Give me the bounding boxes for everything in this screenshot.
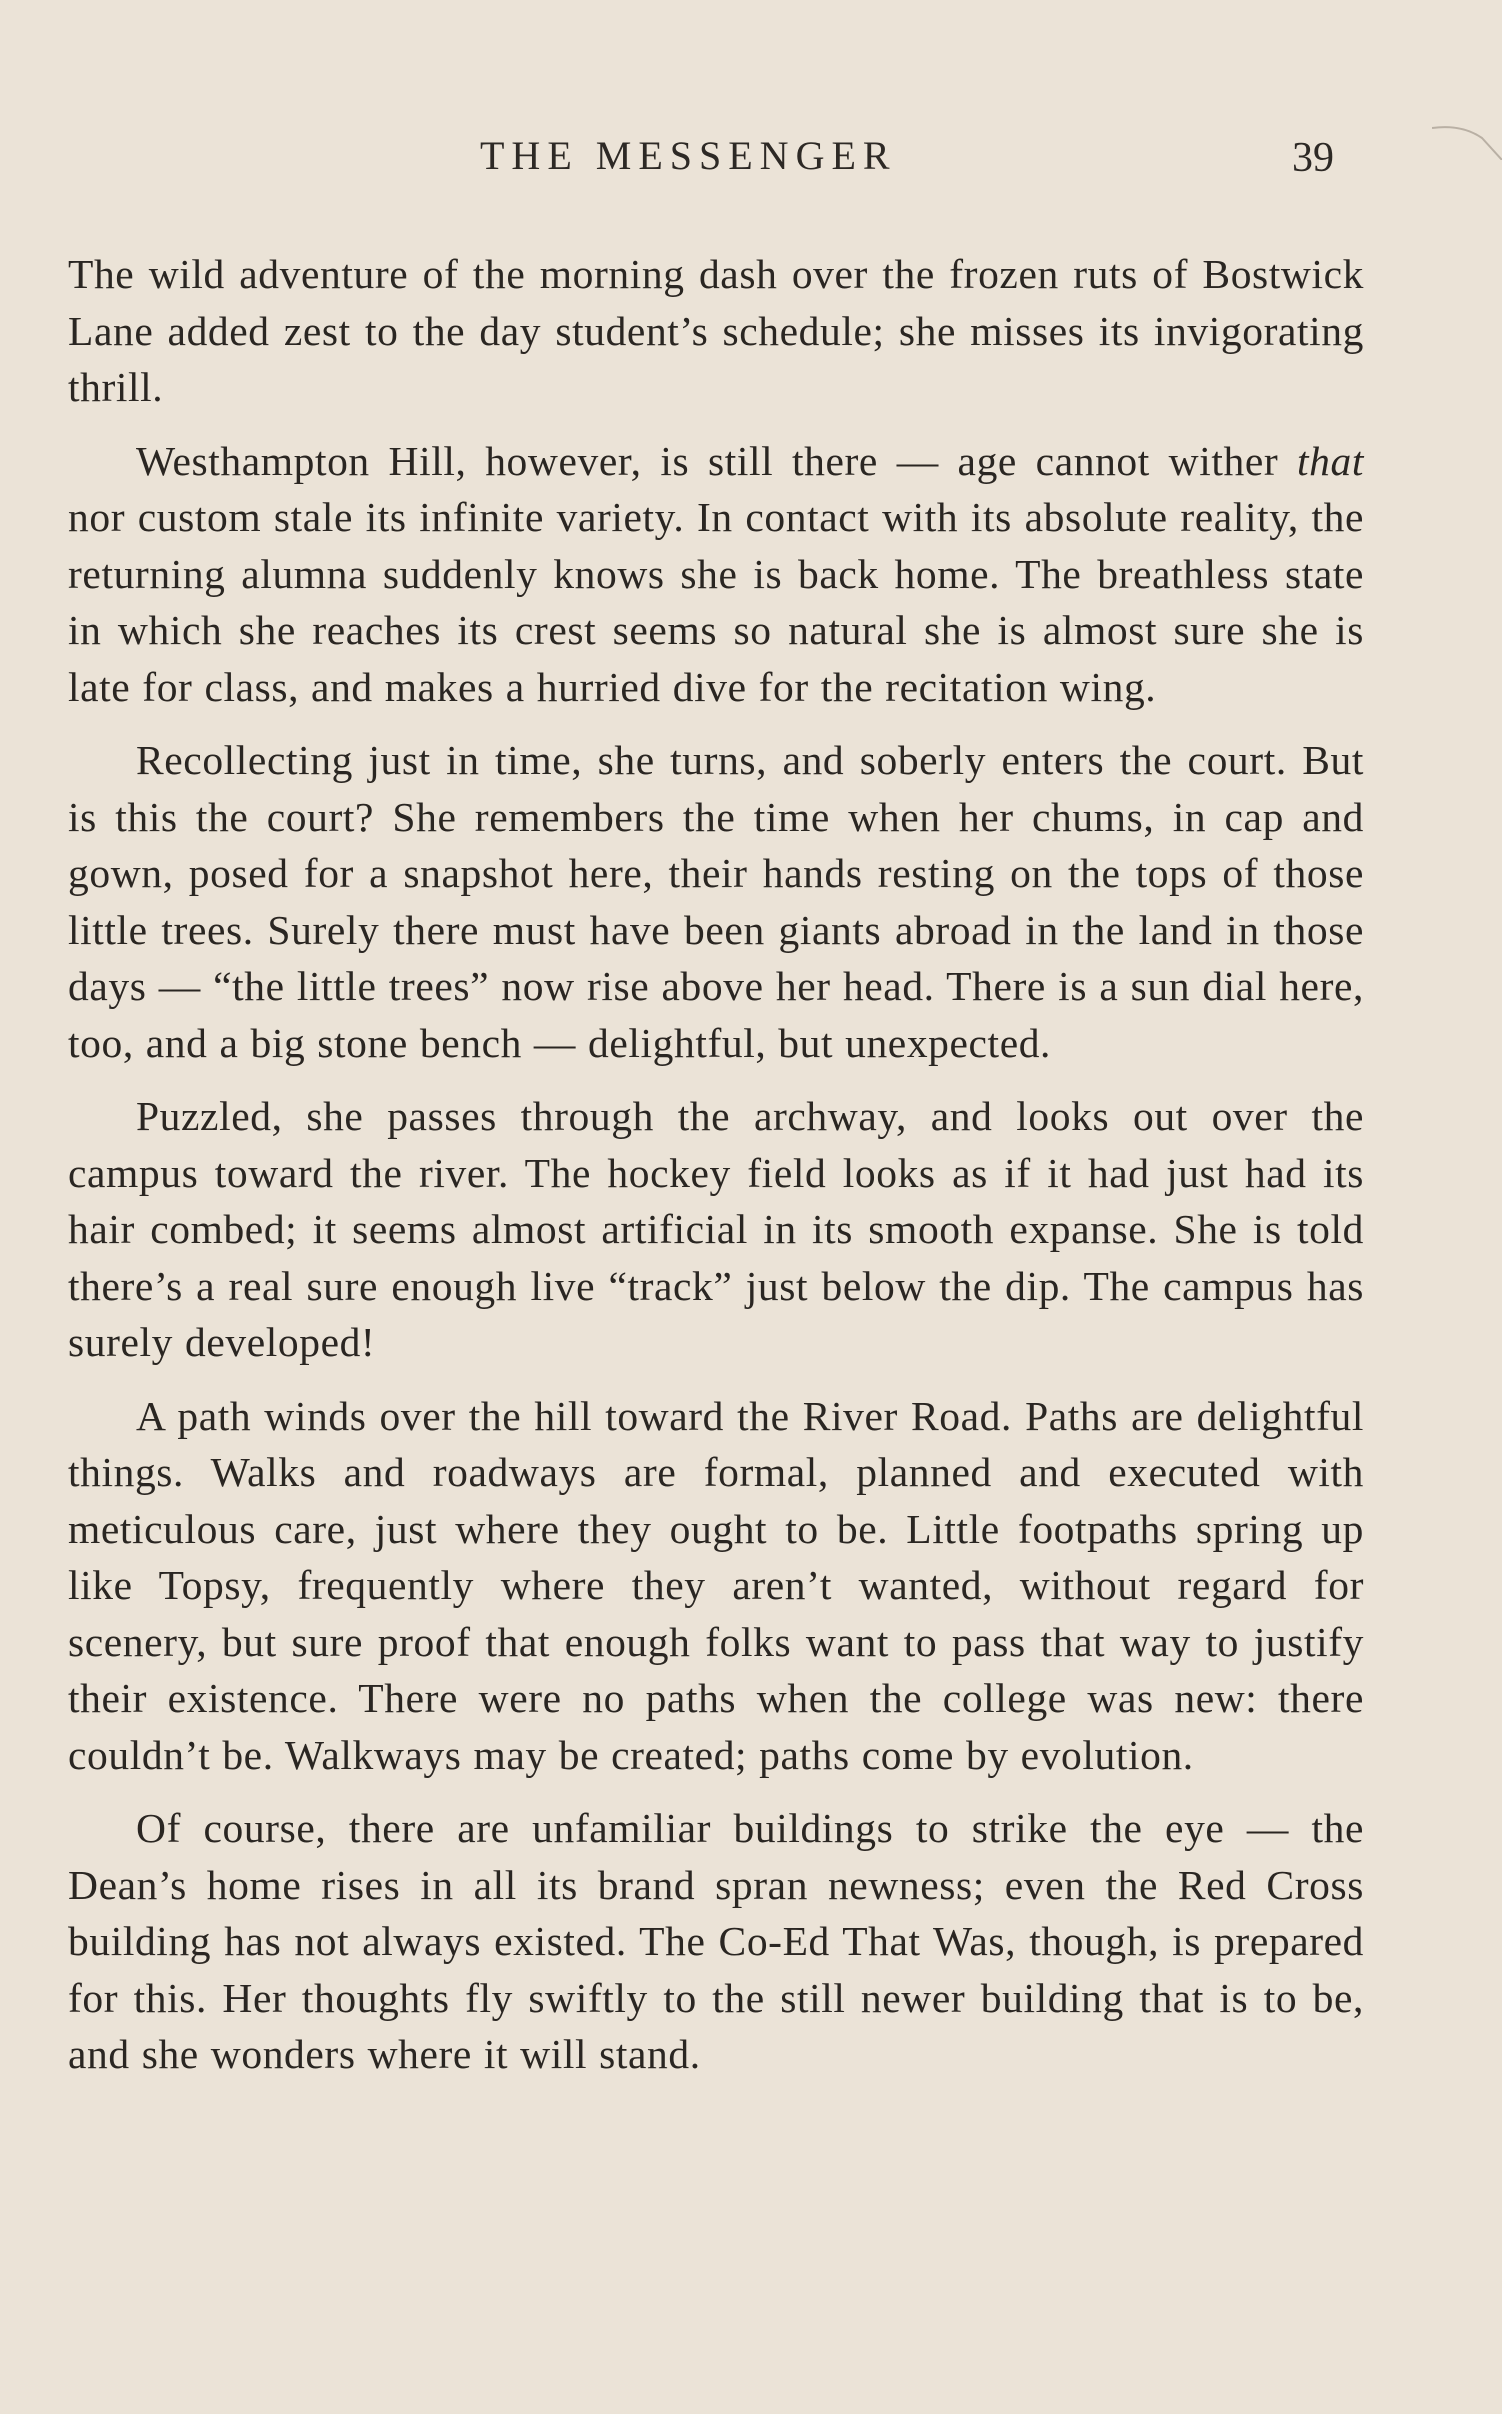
running-head-title: THE MESSENGER [480,133,897,178]
body-text [68,246,1364,2100]
paragraph [68,433,1364,716]
paragraph: Recollecting just in time, she turns, and soberly enters the court. But is this the court? She remembers the time when her chums, in cap and gown, posed for a snapshot here, their hands resting on the tops of those little trees. Surely there must have been giants abroad in the land in those days — “the little trees” now rise above her head. There is a sun dial here, too, and a big stone bench — delightful, but unexpected. [68,737,1364,1066]
paragraph-italic-word: that [1297,437,1364,484]
paragraph-text-start: Westhampton Hill, however, is still there — age cannot wither [136,437,1298,484]
paragraph-text-end: nor custom stale its infinite variety. In contact with its absolute reality, the returning alumna suddenly knows she is back home. The breathless state in which she reaches its crest seems so natural she is almost sure she is late for class, and makes a hurried dive for the recitation wing. [68,494,1364,710]
page-corner-mark [1432,118,1502,160]
page-number: 39 [1292,135,1334,181]
paragraph: The wild adventure of the morning dash over the frozen ruts of Bostwick Lane added zest to the day student’s schedule; she misses its invigorating thrill. [68,251,1364,410]
running-head [480,132,960,179]
paragraph: A path winds over the hill toward the River Road. Paths are delightful things. Walks and roadways are formal, planned and executed with meticulous care, just where they ought to be. Little footpaths spring up like Topsy, frequently where they aren’t wanted, without regard for scenery, but sure proof that enough folks want to pass that way to justify their existence. There were no paths when the college was new: there couldn’t be. Walkways may be created; paths come by evolution. [68,1392,1364,1778]
paragraph: Puzzled, she passes through the archway, and looks out over the campus toward the river. The hockey field looks as if it had just had its hair combed; it seems almost artificial in its smooth expanse. She is told there’s a real sure enough live “track” just below the dip. The campus has surely developed! [68,1093,1364,1365]
paragraph: Of course, there are unfamiliar buildings to strike the eye — the Dean’s home rises in all its brand spran newness; even the Red Cross building has not always existed. The Co-Ed That Was, though, is prepared for this. Her thoughts fly swiftly to the still newer building that is to be, and she wonders where it will stand. [68,1805,1364,2077]
